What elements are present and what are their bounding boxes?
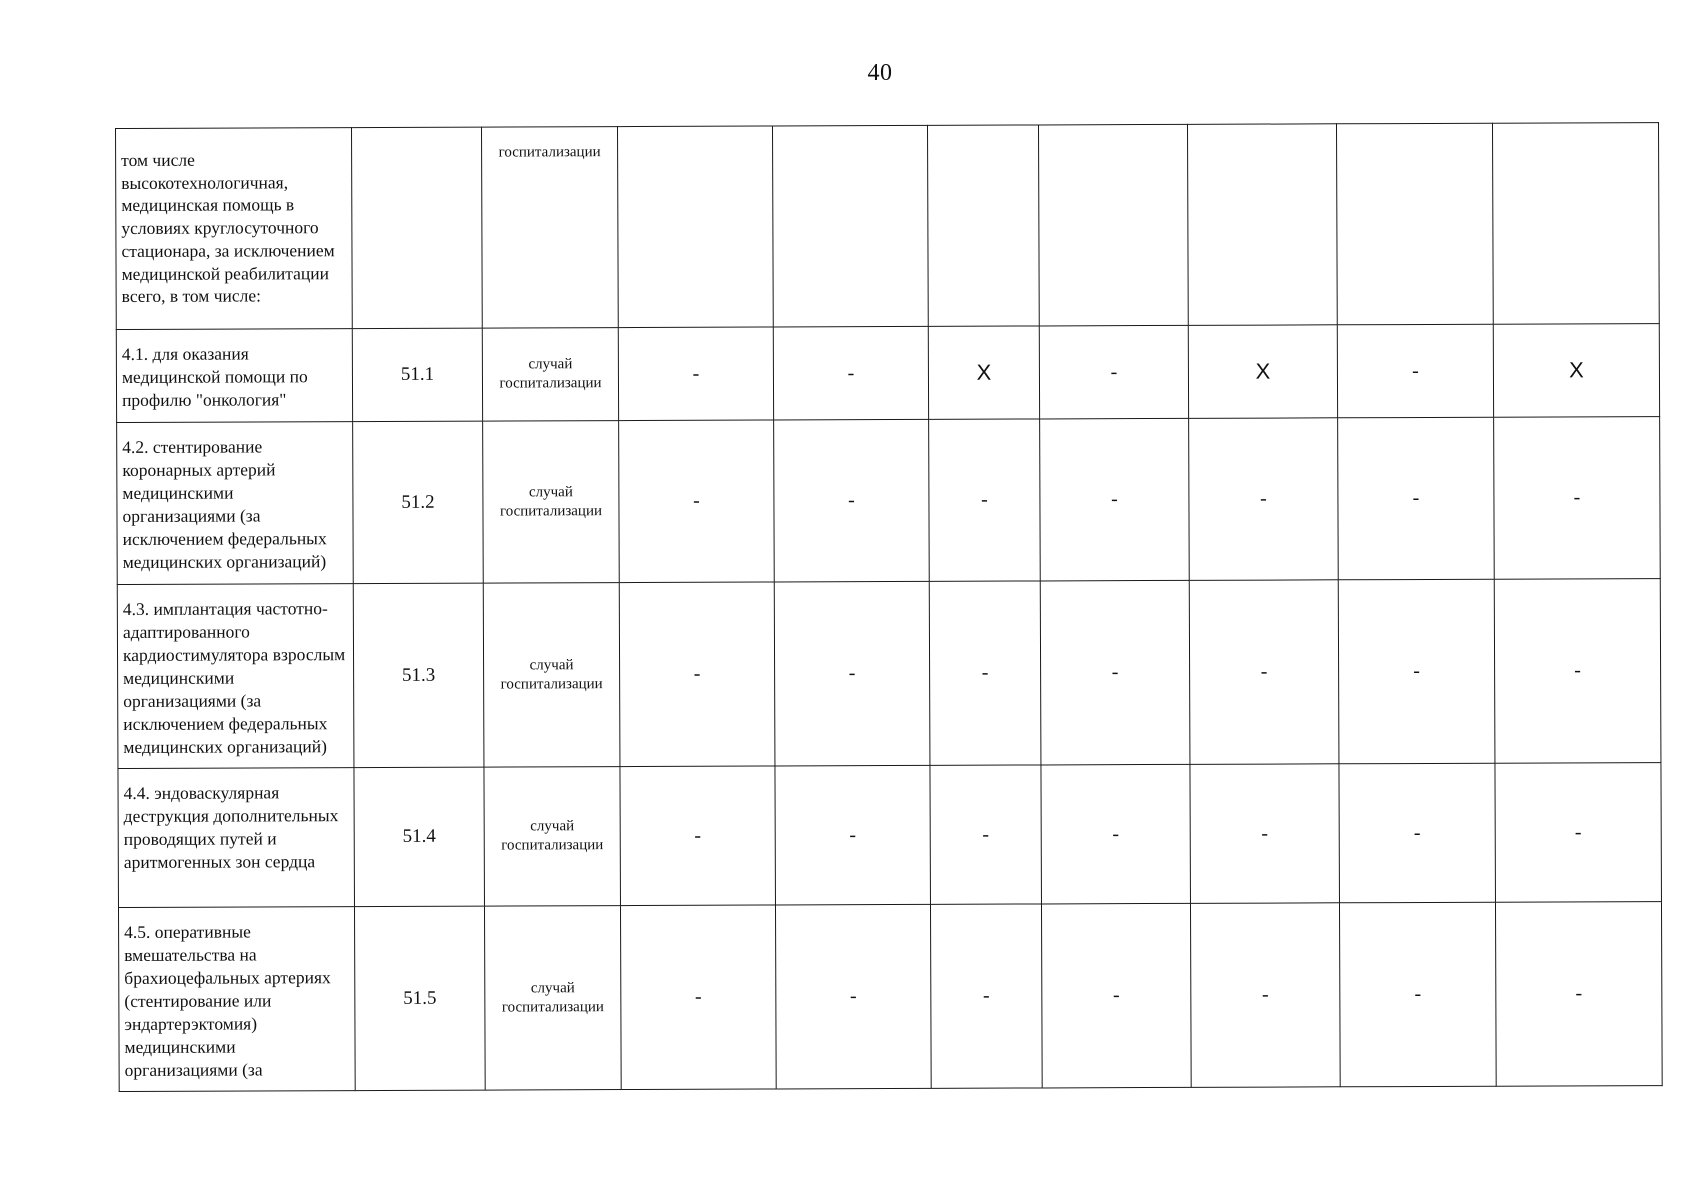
value-cell — [1038, 124, 1188, 326]
row-unit-cell: случай госпитализации — [482, 328, 618, 422]
table-row — [116, 123, 1660, 330]
value-cell: - — [1190, 903, 1340, 1088]
value-cell: - — [1039, 325, 1188, 419]
row-name-cell: 4.5. оперативные вмешательства на брахиоцефальных артериях (стентирование или эндартерэктомия) медицинскими организациями (за — [118, 907, 355, 1092]
value-cell: X — [1188, 325, 1337, 419]
value-cell: - — [774, 419, 930, 582]
table-row — [118, 763, 1662, 908]
row-name-cell: 4.3. имплантация частотно-адаптированного кардиостимулятора взрослым медицинскими организациями (за исключением федеральных медицинских организаций) — [117, 584, 354, 769]
value-cell: - — [1041, 903, 1191, 1088]
value-cell — [772, 125, 928, 327]
row-name-cell: 4.2. стентирование коронарных артерий медицинскими организациями (за исключением федеральных медицинских организаций) — [117, 422, 354, 585]
row-code-cell: 51.3 — [353, 583, 484, 767]
value-cell: - — [929, 419, 1041, 581]
row-code-cell: 51.2 — [353, 421, 484, 583]
row-unit-cell: случай госпитализации — [483, 583, 620, 768]
value-cell: - — [930, 904, 1042, 1088]
table-row — [116, 324, 1659, 423]
value-cell: - — [773, 326, 928, 420]
data-table — [115, 122, 1663, 1092]
value-cell: - — [1189, 580, 1339, 765]
value-cell: X — [1493, 324, 1659, 418]
row-code-cell: 51.5 — [354, 906, 485, 1090]
row-code-cell — [352, 127, 483, 328]
value-cell — [617, 126, 773, 328]
value-cell: - — [1189, 418, 1339, 581]
value-cell: - — [1494, 417, 1661, 580]
value-cell: - — [775, 904, 931, 1089]
value-cell: - — [1338, 579, 1495, 764]
value-cell: - — [1339, 902, 1496, 1087]
row-name-cell: 4.1. для оказания медицинской помощи по профилю "онкология" — [116, 329, 352, 423]
row-unit-cell: случай госпитализации — [483, 421, 620, 584]
row-unit-cell: случай госпитализации — [484, 906, 621, 1091]
table-row — [118, 902, 1662, 1092]
value-cell: - — [620, 905, 776, 1090]
value-cell: - — [929, 581, 1041, 765]
value-cell: - — [620, 766, 776, 906]
value-cell: - — [1494, 579, 1661, 764]
value-cell: - — [1495, 763, 1662, 903]
value-cell: - — [1040, 580, 1190, 765]
value-cell: - — [1339, 763, 1496, 903]
value-cell: - — [1190, 764, 1340, 904]
value-cell: X — [928, 326, 1039, 419]
value-cell: - — [1495, 902, 1662, 1087]
value-cell — [927, 125, 1039, 326]
value-cell: - — [1338, 417, 1495, 580]
value-cell: - — [1041, 764, 1191, 904]
value-cell: - — [619, 420, 775, 583]
value-cell: - — [1040, 418, 1190, 581]
value-cell — [1336, 123, 1493, 325]
value-cell: - — [775, 765, 931, 905]
table-row — [117, 417, 1661, 585]
value-cell: - — [1337, 324, 1493, 418]
row-unit-cell: госпитализации — [481, 127, 618, 329]
value-cell — [1187, 124, 1337, 326]
row-name-cell: том числе высокотехнологичная, медицинская помощь в условиях круглосуточного стационара, за исключением медицинской реабилитации всего, в том числе: — [116, 128, 353, 330]
value-cell — [1492, 123, 1659, 325]
value-cell: - — [619, 582, 775, 767]
table-row — [117, 579, 1661, 769]
row-name-cell: 4.4. эндоваскулярная деструкция дополнительных проводящих путей и аритмогенных зон сердца — [118, 768, 355, 908]
page-number: 40 — [867, 60, 893, 86]
value-cell: - — [774, 581, 930, 766]
value-cell: - — [618, 327, 773, 421]
row-unit-cell: случай госпитализации — [484, 767, 621, 907]
row-code-cell: 51.4 — [354, 767, 485, 906]
row-code-cell: 51.1 — [352, 328, 482, 421]
value-cell: - — [930, 765, 1042, 904]
